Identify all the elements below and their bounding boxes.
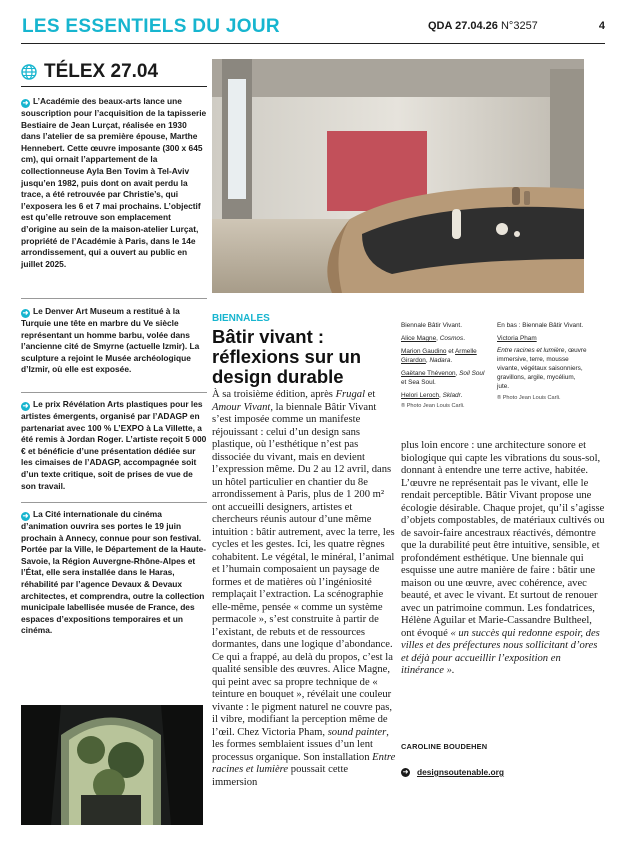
caption-artist: Victoria Pham xyxy=(497,335,537,342)
body-italic: Amour Vivant xyxy=(212,401,271,413)
arrow-right-icon: ➜ xyxy=(22,403,29,410)
arrow-right-icon: ➜ xyxy=(22,310,29,317)
article-kicker: BIENNALES xyxy=(212,313,270,324)
issue-number: N°3257 xyxy=(500,20,538,32)
caption-work: Cosmos xyxy=(439,335,464,342)
telex-title: TÉLEX 27.04 xyxy=(44,61,159,82)
telex-item-text: Le prix Révélation Arts plastiques pour les artistes émergents, organisé par l’ADAGP en partenariat avec 100 % L’EXPO à La Villette, a été remis à Jordan Roger. L’artiste reçoit 5 000 € et bénéficie d’une présentation dédiée sur les cimaises de l’ADAGP, accompagnée soit d’un texte critique, soit de prises de vue de son travail. xyxy=(21,399,207,491)
telex-divider xyxy=(21,502,207,503)
telex-rule xyxy=(21,86,207,87)
photo-credit: Photo Jean Louis Carli. xyxy=(502,395,561,401)
telex-heading xyxy=(21,61,158,83)
caption-artist: Helori Leroch xyxy=(401,392,440,399)
telex-divider xyxy=(21,298,207,299)
website-link[interactable] xyxy=(401,767,504,777)
caption-artist: Marion Gaudino xyxy=(401,348,447,355)
telex-item-text: Le Denver Art Museum a restitué à la Turquie une tête en marbre du Ve siècle représentant un homme barbu, volée dans l’ancienne cité de Smyrne (actuelle Izmir). La sculpture a rejoint le Musée archéologique d’Izmir, où elle est exposée. xyxy=(21,306,200,375)
telex-item xyxy=(21,96,207,270)
arrow-right-icon: ➜ xyxy=(402,768,409,776)
body-italic: Entre racines et lumière xyxy=(212,751,396,775)
byline: CAROLINE BOUDEHEN xyxy=(401,742,488,751)
body-text: , les formes semblaient issues d’un lent processus organique. Son installation xyxy=(212,726,389,763)
arrow-right-icon: ➜ xyxy=(22,513,29,520)
caption-right: En bas : Biennale Bâtir Vivant. Victoria Pham Entre racines et lumière, œuvre immersive, terre, mousse vivante, végétaux saisonniers, gravillons, argile, mycélium, jute. ® Photo Jean Louis Carli. xyxy=(497,321,589,403)
caption-artist: Alice Magne xyxy=(401,335,437,342)
caption-work: Skladr xyxy=(442,392,461,399)
photo-credit: Photo Jean Louis Carli. xyxy=(406,403,465,409)
installation-photo xyxy=(21,705,203,825)
caption-artist: Armelle Girardon xyxy=(401,348,477,364)
body-text: et xyxy=(367,389,376,400)
caption-join: et xyxy=(448,348,454,355)
telex-item-text: La Cité internationale du cinéma d’animation ouvrira ses portes le 19 juin prochain à Annecy, connue pour son festival. Portée par la Ville, le Département de la Haute-Savoie, la Région Auvergne-Rhône-Alpes et l’État, elle sera installée dans le Haras, réhabilité par l’agence Devaux & Devaux architectes, et comprendra, outre la collection municipale labellisée musée de France, des espaces d’expositions temporaires et un cinéma. xyxy=(21,509,207,636)
section-title: LES ESSENTIELS DU JOUR xyxy=(22,16,280,37)
caption-artist: Gaëtane Thévenon xyxy=(401,370,456,377)
arrow-right-icon: ➜ xyxy=(22,100,29,107)
article-headline: Bâtir vivant : réflexions sur un design durable xyxy=(212,326,362,387)
caption-title: Biennale Bâtir Vivant. xyxy=(401,322,462,329)
caption-left: Biennale Bâtir Vivant. Alice Magne, Cosmos. Marion Gaudino et Armelle Girardon, Nadara. Gaëtane Thévenon, Soil Soul et Sea Soul. Helori Leroch, Skladr. ® Photo Jean Louis Carli. xyxy=(401,321,493,411)
issue-date: QDA 27.04.26 xyxy=(428,20,498,32)
caption-description: œuvre immersive, terre, mousse vivante, végétaux saisonniers, gravillons, argile, mycélium, jute. xyxy=(497,347,587,390)
body-text: , la biennale Bâtir Vivant s’est imposée comme un manifeste réjouissant : celui d’un design sans plastique, où l’esthétique n’est pas dissociée du vivant, mais en devient l’expression même. Du 2 au 12 avril, dans un hôtel particulier en chantier du 8e arrondissement à Paris, plus de 1 200 m² ont accueilli designers, artistes et chercheurs réunis autour d’une même intuition : bâtir autrement, avec la terre, les cycles et les gestes. Ici, les quatre règnes cohabitent. Le végétal, le minéral, l’animal et l’humain composaient un paysage de formes et de matières où l’ingéniosité remplaçait l’extraction. La scénographie elle-même, pensée « comme un système permacole », s’est construite à partir de l’existant, de rebuts et de ressources dormantes, dans une logique d’abondance. Ce qui a frappé, au delà du propos, c’est la qualité sensible des œuvres. Alice Magne, qui peint avec sa propre technique de « teinture en bouquet », révélait une couleur vivante : le pigment naturel ne couvre pas, il vibre, modifiant la perception même de l’œil. Chez Victoria Pham, xyxy=(212,401,395,738)
caption-work: et Sea Soul xyxy=(401,379,435,386)
body-text: À sa troisième édition, après xyxy=(212,389,333,400)
telex-item-text: L’Académie des beaux-arts lance une souscription pour l’acquisition de la tapisserie Bestiaire de Jean Lurçat, réalisée en 1930 dans l’atelier de sa première épouse, Marthe Hennebert. Cette œuvre imposante (300 x 645 cm), qui ornait l’appartement de la collectionneuse Ayla Ben Tovim à Tel-Aviv jusqu’en 1982, puis dont on avait perdu la trace, a été retrouvée par Christie’s, qui l’exposera les 6 et 7 mai prochains. L’objectif est qu’elle retrouve son emplacement d’origine au sein de la maison-atelier Lurçat, propriété de l’Académie à Paris, dans le 14e arrondissement, qui a ouvert au public en juillet 2025. xyxy=(21,96,207,269)
page-number: 4 xyxy=(598,20,605,32)
telex-item xyxy=(21,399,207,492)
body-italic: Frugal xyxy=(335,389,366,400)
caption-work: Entre racines et lumière xyxy=(497,347,565,354)
globe-icon xyxy=(21,64,37,80)
website-link-text[interactable]: designsoutenable.org xyxy=(417,767,505,777)
header-rule xyxy=(21,43,605,44)
article-body-col1 xyxy=(212,389,396,789)
article-body-col2 xyxy=(401,440,605,678)
exhibition-photo xyxy=(212,59,584,293)
caption-work: Soil Soul xyxy=(459,370,485,377)
telex-divider xyxy=(21,392,207,393)
telex-item xyxy=(21,509,207,637)
issue-info xyxy=(428,20,605,32)
caption-title: En bas : Biennale Bâtir Vivant. xyxy=(497,322,584,329)
telex-item xyxy=(21,306,207,376)
body-italic: sound painter xyxy=(327,726,387,738)
body-text: poussait cette immersion xyxy=(212,764,349,788)
body-text: plus loin encore : une architecture sonore et biologique qui capte les vibrations du sous-sol, donnant à entendre une terre active, habitée. L’œuvre ne représentait pas le vivant, elle le rendait perceptible. Bâtir Vivant propose une écologie désirable. Chaque projet, qu’il s’agisse d’objets compostables, de matériaux cultivés ou de savoir-faire ancestraux réactivés, démontre que la durabilité peut être intuitive, sensible, et profondément esthétique. Une biennale qui esquisse une autre manière de faire : bâtir une maison ou une œuvre, avec cohérence, avec beauté, et avec le vivant. Et surtout de renouer avec un patrimoine commun. Les fondatrices, Hélène Aguilar et Marie-Cassandre Bultheel, ont évoqué xyxy=(401,440,605,639)
body-quote: « un succès qui redonne espoir, des villes et des préfectures nous sollicitant d’ores et déjà pour accueillir l’exposition en itinérance ». xyxy=(401,627,600,676)
caption-work: Nadara xyxy=(429,357,451,364)
